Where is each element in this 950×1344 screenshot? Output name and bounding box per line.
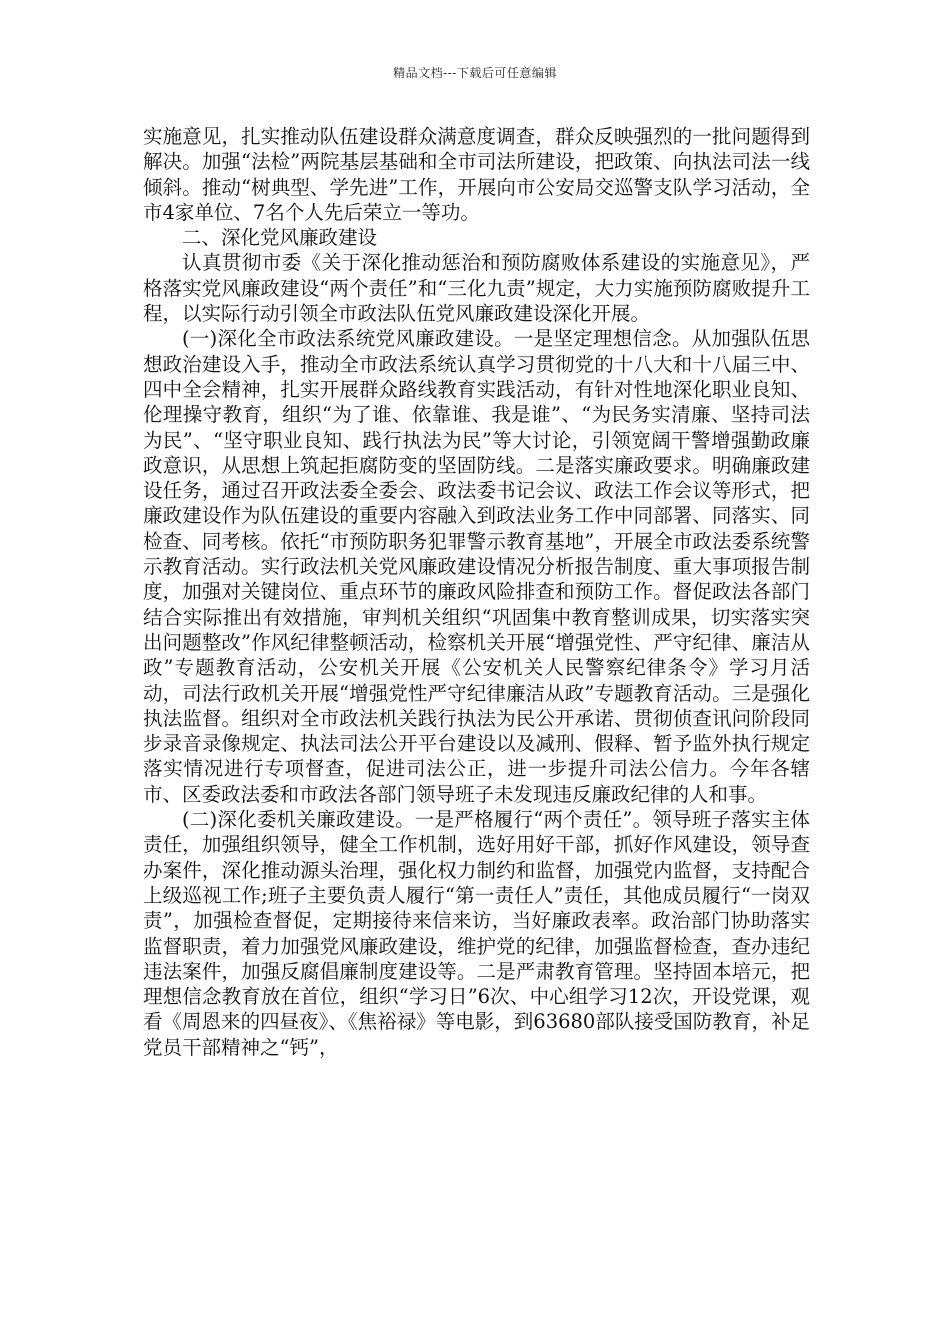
paragraph-subsection-1: (一)深化全市政法系统党风廉政建设。一是坚定理想信念。从加强队伍思想政治建设入手，推动全市政法系统认真学习贯彻党的十八大和十八届三中、四中全会精神，扎实开展群众路线教育实践活动，有针对性地深化职业良知、伦理操守教育，组织“为了谁、依靠谁、我是谁”、“为民务实清廉、坚持司法为民”、“坚守职业良知、践行执法为民”等大讨论，引领宽阔干警增强勤政廉政意识，从思想上筑起拒腐防变的坚固防线。二是落实廉政要求。明确廉政建设任务，通过召开政法委全委会、政法委书记会议、政法工作会议等形式，把廉政建设作为队伍建设的重要内容融入到政法业务工作中同部署、同落实、同检查、同考核。依托“市预防职务犯罪警示教育基地”，开展全市政法委系统警示教育活动。实行政法机关党风廉政建设情况分析报告制度、重大事项报告制度，加强对关键岗位、重点环节的廉政风险排查和预防工作。督促政法各部门结合实际推出有效措施，审判机关组织“巩固集中教育整训成果，切实落实突出问题整改”作风纪律整顿活动，检察机关开展“增强党性、严守纪律、廉洁从政”专题教育活动，公安机关开展《公安机关人民警察纪律条令》学习月活动，司法行政机关开展“增强党性严守纪律廉洁从政”专题教育活动。三是强化执法监督。组织对全市政法机关践行执法为民公开承诺、贯彻侦查讯问阶段同步录音录像规定、执法司法公开平台建设以及减刑、假释、暂予监外执行规定落实情况进行专项督查，促进司法公正，进一步提升司法公信力。今年各辖市、区委政法委和市政法各部门领导班子未发现违反廉政纪律的人和事。: [143, 327, 810, 806]
page-header: 精品文档---下载后可任意编辑: [393, 66, 557, 80]
document-body: [143, 124, 810, 1060]
section-heading: 二、深化党风廉政建设: [182, 226, 378, 250]
paragraph-continuation: 实施意见，扎实推动队伍建设群众满意度调查，群众反映强烈的一批问题得到解决。加强“法检”两院基层基础和全市司法所建设，把政策、向执法司法一线倾斜。推动“树典型、学先进”工作，开展向市公安局交巡警支队学习活动，全市4家单位、7名个人先后荣立一等功。: [143, 125, 810, 224]
paragraph-subsection-2: (二)深化委机关廉政建设。一是严格履行“两个责任”。领导班子落实主体责任，加强组织领导，健全工作机制，选好用好干部，抓好作风建设，领导查办案件，深化推动源头治理，强化权力制约和监督，加强党内监督，支持配合上级巡视工作;班子主要负责人履行“第一责任人”责任，其他成员履行“一岗双责”，加强检查督促，定期接待来信来访，当好廉政表率。政治部门协助落实监督职责，着力加强党风廉政建设，维护党的纪律，加强监督检查，查办违纪违法案件，加强反腐倡廉制度建设等。二是严肃教育管理。坚持固本培元，把理想信念教育放在首位，组织“学习日”6次、中心组学习12次，开设党课，观看《周恩来的四昼夜》、《焦裕禄》等电影，到63680部队接受国防教育，补足党员干部精神之“钙”，: [143, 808, 810, 1059]
paragraph-intro: 认真贯彻市委《关于深化推动惩治和预防腐败体系建设的实施意见》，严格落实党风廉政建设“两个责任”和“三化九责”规定，大力实施预防腐败提升工程，以实际行动引领全市政法队伍党风廉政建设深化开展。: [143, 251, 810, 326]
